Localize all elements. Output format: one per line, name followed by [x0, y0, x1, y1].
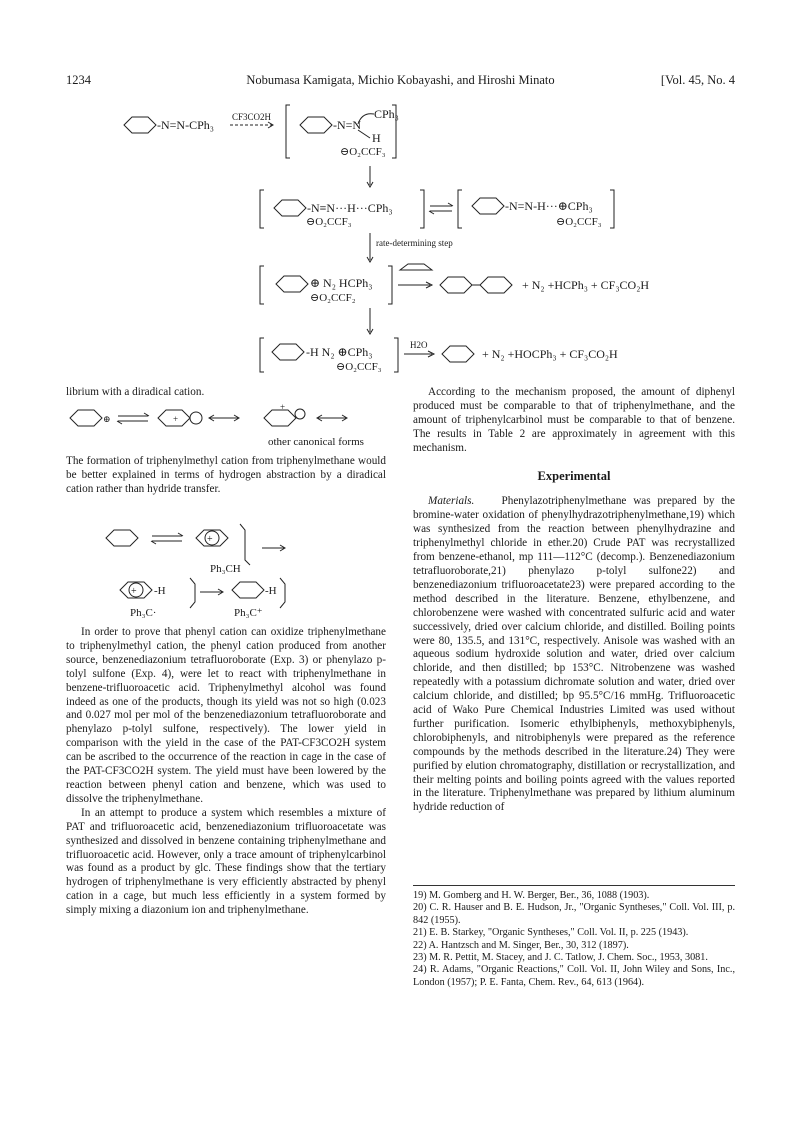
page-number: 1234: [66, 73, 91, 87]
svg-text:⊖O₂CCF₃: ⊖O₂CCF₃: [340, 146, 386, 158]
svg-text:CPh₃: CPh₃: [374, 107, 399, 121]
section-title: Experimental: [537, 468, 611, 483]
right-column: [413, 386, 735, 815]
svg-text:⊖O₂CCF₂: ⊖O₂CCF₂: [310, 292, 356, 304]
svg-text:-H: -H: [265, 585, 277, 597]
para-formation: The formation of triphenylmethyl cation from triphenylmethane would be better explained in terms of hydrogen abstraction by a diradical cation rather than hydride transfer.: [66, 455, 386, 495]
reference-item: 23) M. R. Pettit, M. Stacey, and J. C. Tatlow, J. Chem. Soc., 1953, 3081.: [413, 952, 708, 964]
reference-item: 22) A. Hantzsch and M. Singer, Ber., 30, 312 (1897).: [413, 939, 629, 951]
svg-text:+: +: [280, 402, 286, 412]
svg-text:-N≡N···H···CPh₃: -N≡N···H···CPh₃: [307, 201, 393, 215]
svg-text:-H N₂ ⊕CPh₃: -H N₂ ⊕CPh₃: [306, 345, 373, 359]
reference-item: 24) R. Adams, "Organic Reactions," Coll. Vol. II, John Wiley and Sons, Inc., London (1957); P. E. Fanta, Chem. Rev., 64, 613 (1964).: [413, 964, 735, 988]
svg-text:-N=N: -N=N: [333, 118, 362, 132]
reaction-scheme: [0, 100, 793, 385]
svg-text:CF3CO2H: CF3CO2H: [232, 112, 272, 122]
svg-text:Ph₃CH: Ph₃CH: [210, 563, 241, 575]
svg-text:H: H: [372, 131, 381, 145]
volume-info: [Vol. 45, No. 4: [660, 73, 735, 87]
author-line: Nobumasa Kamigata, Michio Kobayashi, and Hiroshi Minato: [246, 73, 555, 87]
reference-item: 19) M. Gomberg and H. W. Berger, Ber., 36, 1088 (1903).: [413, 890, 650, 901]
materials-label: Materials.: [428, 495, 475, 508]
para-materials: [413, 495, 735, 815]
svg-text:⊖O₂CCF₃: ⊖O₂CCF₃: [336, 361, 382, 373]
left-column: [66, 386, 386, 400]
svg-text:+ N₂ +HCPh₃ + CF₃CO₂H: + N₂ +HCPh₃ + CF₃CO₂H: [522, 278, 650, 292]
svg-text:Ph₃C⁺: Ph₃C⁺: [234, 607, 263, 619]
svg-text:-H: -H: [154, 585, 166, 597]
svg-text:+ N₂ +HOCPh₃ + CF₃CO₂H: + N₂ +HOCPh₃ + CF₃CO₂H: [482, 347, 618, 361]
svg-text:+: +: [131, 586, 137, 597]
svg-text:rate-determining step: rate-determining step: [376, 238, 453, 248]
svg-text:-N=N-CPh₃: -N=N-CPh₃: [157, 118, 214, 132]
svg-text:+: +: [207, 534, 213, 545]
running-header: [66, 73, 735, 91]
para-phenyl-cation: In order to prove that phenyl cation can oxidize triphenylmethane to triphenylmethyl cation, the phenyl cation produced from another source, benzenediazonium tetrafluoroborate (Exp. 3) or phenylazo p-tolyl sulfone (Exp. 4), were let to react with triphenylmethane in benzene-trifluoroacetic acid. Triphenylmethyl alcohol was found indeed as one of the products, though its yield was not so high (0.023 and 0.027 mol per mol of the benzenediazonium tetrafluoroborate and phenylazo p-tolyl sulfone, respectively). The lower yield in comparison with the yield in the case of the PAT-CF3CO2H system can be ascribed to the occurrence of the reaction in cage in the case of the PAT-CF3CO2H system. The yield must have been lowered by the reaction between phenyl cation and benzene, which was used to dissolve the triphenylmethane.: [66, 626, 386, 805]
left-column-body: [66, 455, 386, 497]
left-column-lower: [66, 626, 386, 918]
para-continuation: librium with a diradical cation.: [66, 386, 205, 398]
svg-text:⊖O₂CCF₃: ⊖O₂CCF₃: [556, 216, 602, 228]
para-mechanism: According to the mechanism proposed, the amount of diphenyl produced must be comparable to that of triphenylmethane, and the amount of triphenylcarbinol must be comparable to that of benzene. The results in Table 2 are approximately in agreement with this mechanism.: [413, 386, 735, 454]
reference-item: 21) E. B. Starkey, "Organic Syntheses," Coll. Vol. II, p. 225 (1943).: [413, 927, 689, 939]
svg-text:⊖O₂CCF₃: ⊖O₂CCF₃: [306, 216, 352, 228]
references: [413, 885, 735, 989]
reference-item: 20) C. R. Hauser and B. E. Hudson, Jr., "Organic Syntheses," Coll. Vol. III, p. 842 (1955).: [413, 902, 735, 926]
svg-text:⊕: ⊕: [103, 414, 111, 424]
materials-text: Phenylazotriphenylmethane was prepared by the bromine-water oxidation of phenylhydrazotriphenylmethane,19) which was synthesized from the reaction between phenylhydrazine and triphenylmethyl chloride in ether.20) Crude PAT was recrystallized from benzene-ethanol, mp 111—112°C (decomp.). Benzenediazonium tetrafluoroborate,21) phenylazo p-tolyl sulfone22) and benzenediazonium trifluoroacetate23) were prepared according to the method described in the literature. Benzene, ethylbenzene, and chlorobenzene were washed with concentrated sulfuric acid and water successively, dried over calcium chloride, and distilled. Boiling points were 80, 135.5, and 131°C, respectively. Anisole was washed with an aqueous sodium hydroxide solution and water, dried over calcium chloride, and then distilled; bp 153°C. Nitrobenzene was washed repeatedly with a potassium dichromate solution and water, dried over calcium chloride, and distilled; bp 95.5°C/16 mmHg. Trifluoroacetic acid of Wako Pure Chemical Industries Limited was used without further purification. Isomeric ethylbiphenyls, methoxybiphenyls, chlorobiphenyls, and nitrobiphenyls were prepared as the reference compounds by the methods described in the literature.24) They were purified by elution chromatography, distillation or recrystallization, and their melting points and boiling points agreed with the values reported in the literature. Triphenylmethane was prepared by lithium aluminum hydride reduction of: [413, 495, 735, 814]
svg-text:H2O: H2O: [410, 340, 428, 350]
svg-text:Ph₃C·: Ph₃C·: [130, 607, 157, 619]
resonance-scheme-2: [100, 520, 320, 620]
para-attempt: In an attempt to produce a system which resembles a mixture of PAT and trifluoroacetic acid, benzenediazonium trifluoroacetate was synthesized and dissolved in benzene containing triphenylmethane and trifluoroacetic acid. However, only a trace amount of triphenylcarbinol was found as a product by glc. These findings show that the tertiary hydrogen of triphenylmethane is very efficiently abstracted by phenyl cation in a cage, but much less efficiently in a system formed by simply mixing a diazonium ion and triphenylmethane.: [66, 806, 386, 917]
svg-text:-N=N-H···⊕CPh₃: -N=N-H···⊕CPh₃: [505, 199, 593, 213]
svg-text:⊕ N₂ HCPh₃: ⊕ N₂ HCPh₃: [310, 276, 373, 290]
svg-text:+: +: [173, 414, 179, 424]
canonical-forms-note: other canonical forms: [268, 436, 364, 448]
